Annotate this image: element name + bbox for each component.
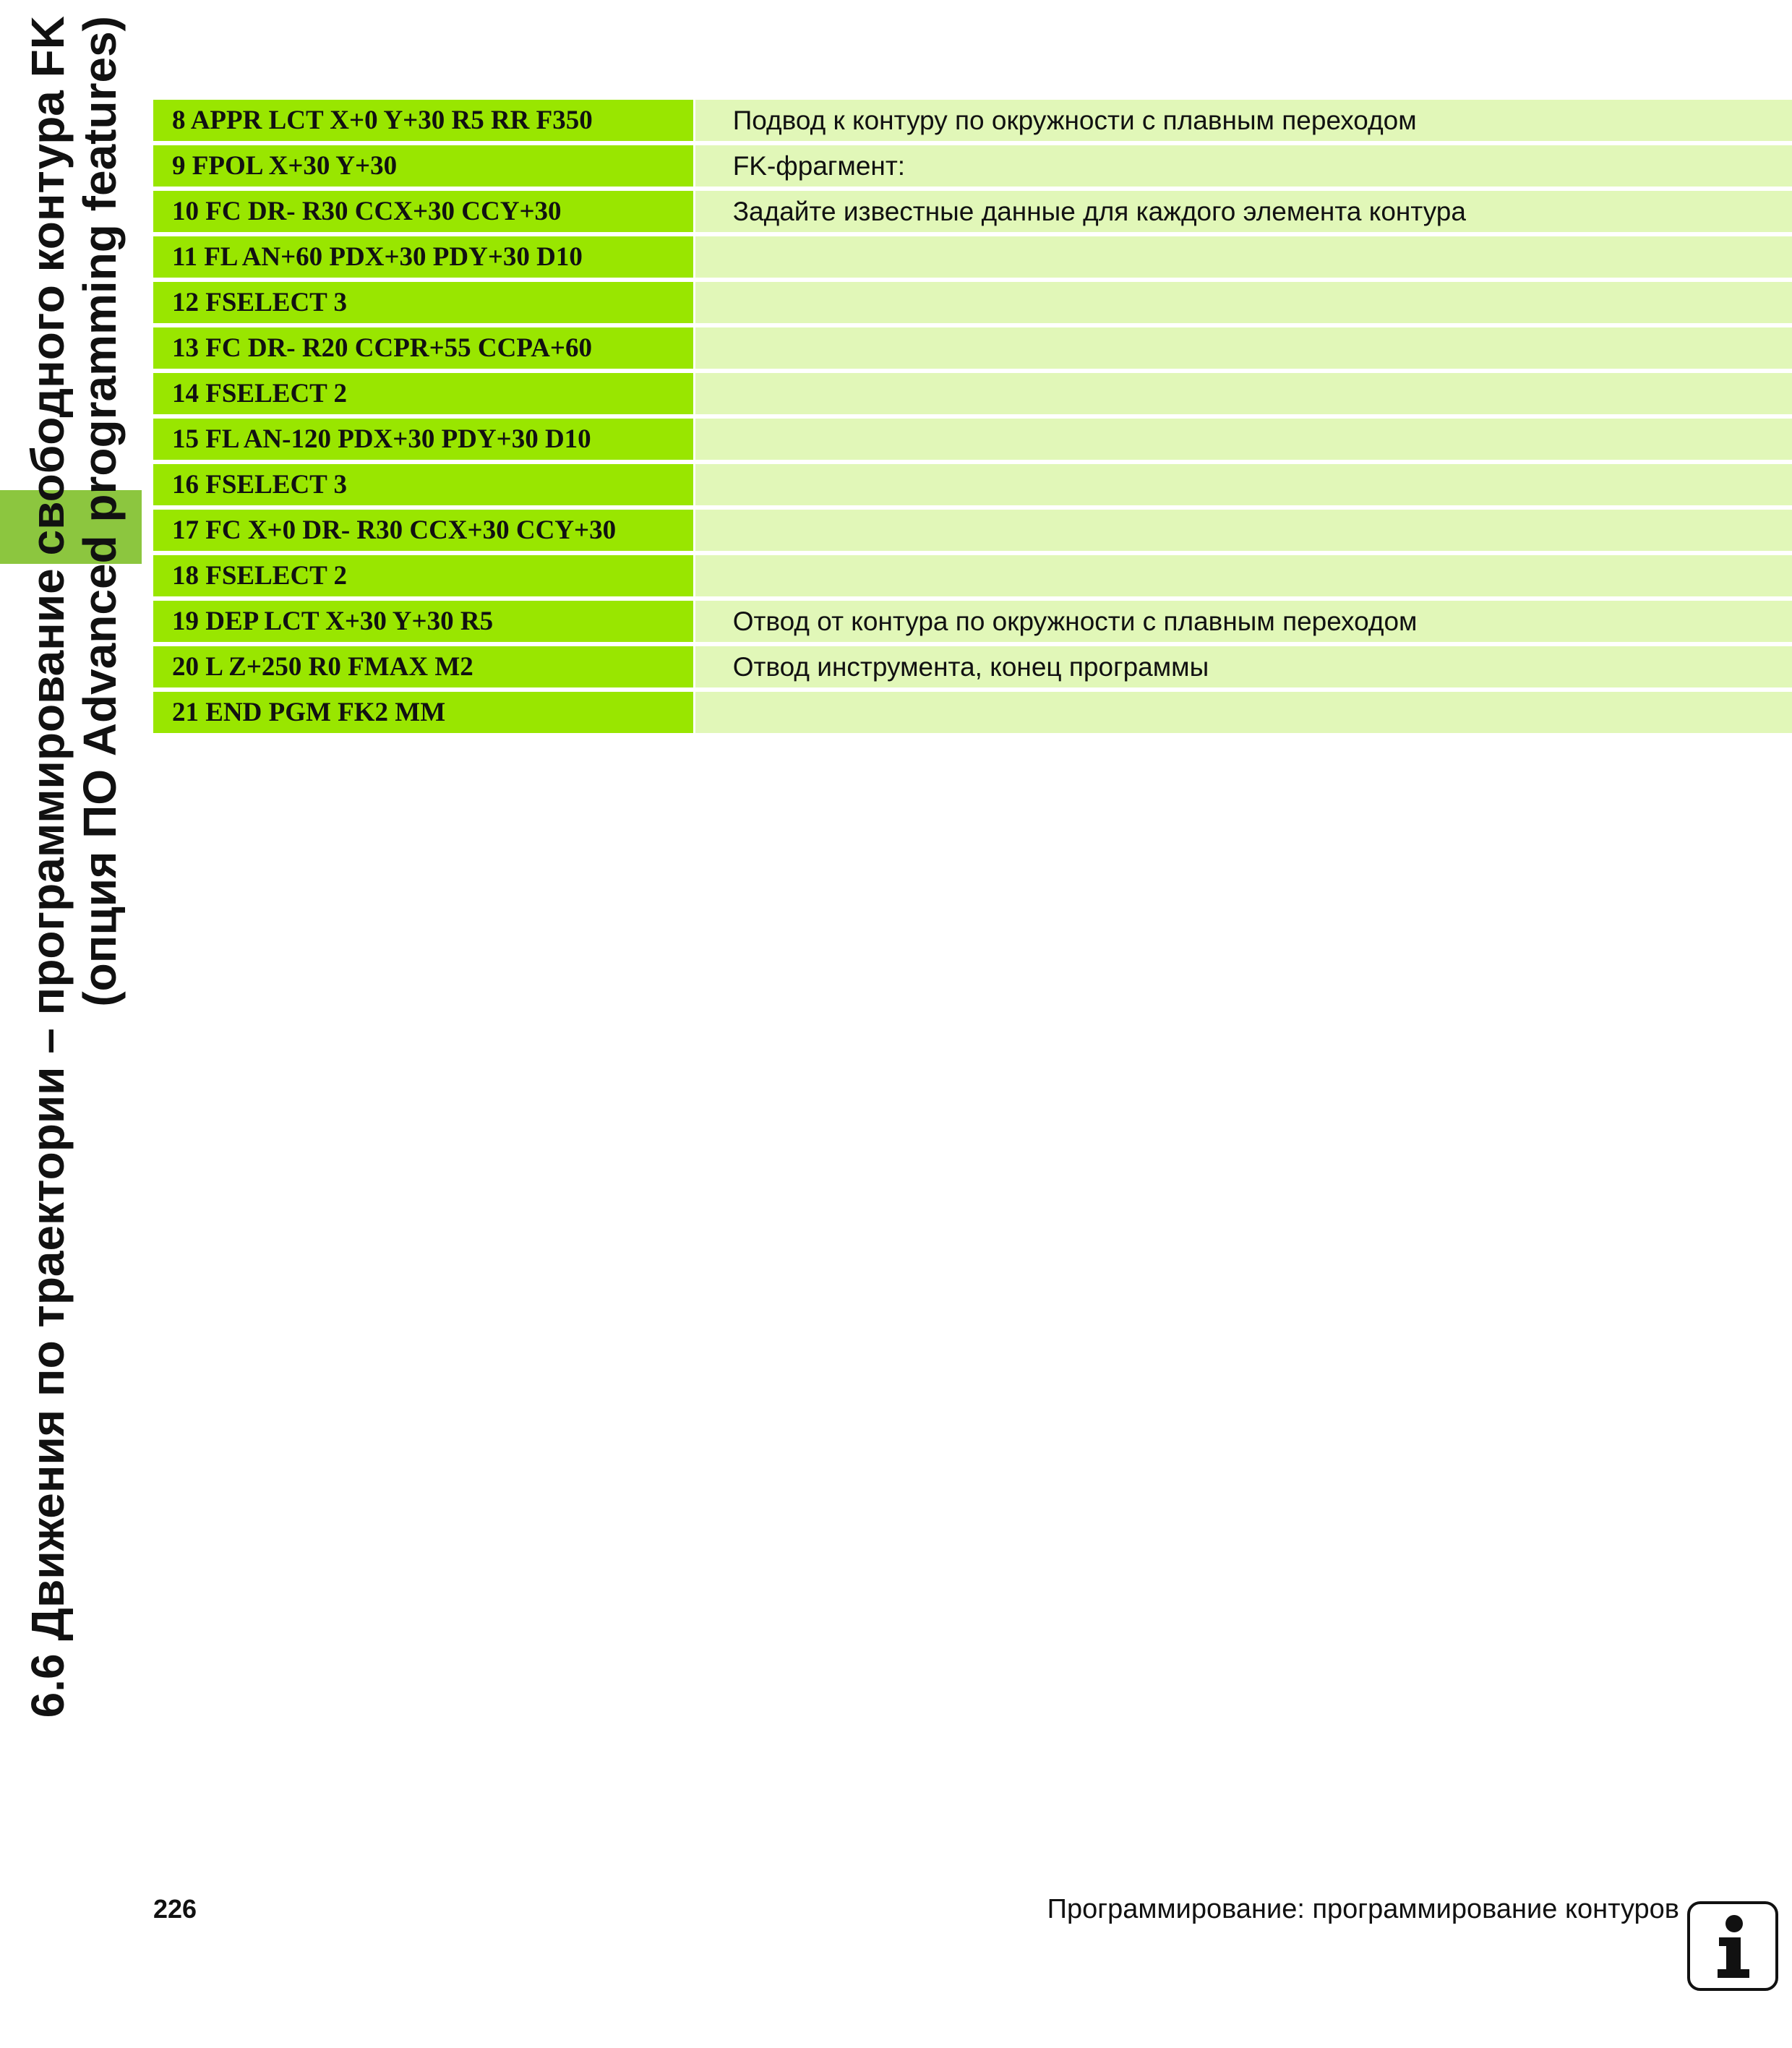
table-row — [153, 419, 1792, 460]
comment-cell — [695, 236, 1792, 278]
info-icon[interactable] — [1687, 1901, 1778, 1991]
table-row — [153, 555, 1792, 596]
table-row — [153, 510, 1792, 551]
section-title-line1: 6.6 Движения по траектории – программирование свободного контура FK — [22, 16, 74, 1718]
nc-code-cell: 19 DEP LCT X+30 Y+30 R5 — [153, 601, 693, 642]
comment-cell: Подвод к контуру по окружности с плавным переходом — [695, 100, 1792, 141]
table-row — [153, 282, 1792, 323]
nc-code-cell: 17 FC X+0 DR- R30 CCX+30 CCY+30 — [153, 510, 693, 551]
section-title-line2: (опция ПО Advanced programming features) — [74, 16, 126, 1007]
comment-cell — [695, 282, 1792, 323]
nc-code-cell: 18 FSELECT 2 — [153, 555, 693, 596]
table-row — [153, 327, 1792, 369]
chapter-footer: Программирование: программирование контуров — [1047, 1894, 1679, 1924]
comment-cell — [695, 692, 1792, 733]
section-title — [0, 0, 142, 1880]
nc-code-cell: 21 END PGM FK2 MM — [153, 692, 693, 733]
comment-cell: Задайте известные данные для каждого элемента контура — [695, 191, 1792, 232]
nc-code-cell: 10 FC DR- R30 CCX+30 CCY+30 — [153, 191, 693, 232]
table-row — [153, 464, 1792, 505]
comment-cell: Отвод инструмента, конец программы — [695, 646, 1792, 687]
nc-code-cell: 20 L Z+250 R0 FMAX M2 — [153, 646, 693, 687]
comment-cell: Отвод от контура по окружности с плавным переходом — [695, 601, 1792, 642]
table-row — [153, 100, 1792, 141]
nc-code-cell: 13 FC DR- R20 CCPR+55 CCPA+60 — [153, 327, 693, 369]
nc-code-cell: 9 FPOL X+30 Y+30 — [153, 145, 693, 187]
table-row — [153, 373, 1792, 414]
table-row — [153, 145, 1792, 187]
table-row — [153, 646, 1792, 687]
comment-cell — [695, 373, 1792, 414]
comment-cell — [695, 555, 1792, 596]
nc-program-table — [153, 95, 1792, 737]
nc-code-cell: 11 FL AN+60 PDX+30 PDY+30 D10 — [153, 236, 693, 278]
table-row — [153, 191, 1792, 232]
table-row — [153, 236, 1792, 278]
nc-code-cell: 15 FL AN-120 PDX+30 PDY+30 D10 — [153, 419, 693, 460]
table-row — [153, 692, 1792, 733]
nc-code-cell: 14 FSELECT 2 — [153, 373, 693, 414]
comment-cell — [695, 327, 1792, 369]
nc-code-cell: 8 APPR LCT X+0 Y+30 R5 RR F350 — [153, 100, 693, 141]
table-row — [153, 601, 1792, 642]
comment-cell — [695, 510, 1792, 551]
comment-cell — [695, 419, 1792, 460]
comment-cell — [695, 464, 1792, 505]
page-number: 226 — [153, 1894, 197, 1924]
nc-code-cell: 12 FSELECT 3 — [153, 282, 693, 323]
nc-code-cell: 16 FSELECT 3 — [153, 464, 693, 505]
comment-cell: FK-фрагмент: — [695, 145, 1792, 187]
